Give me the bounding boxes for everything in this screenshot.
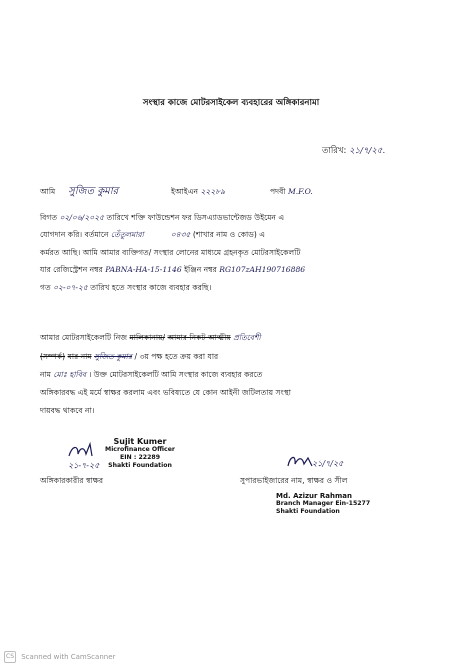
branch-name-value: তেঁতুলমারা — [110, 230, 144, 239]
join-date-value: ০২/০৬/২০২৫ — [59, 213, 105, 222]
para2-line-2 — [40, 348, 218, 366]
scanner-text: Scanned with CamScanner — [21, 653, 116, 661]
right-stamp — [276, 492, 376, 516]
date-value: ২১/৭/২৫. — [349, 146, 386, 156]
right-stamp-name: Md. Azizur Rahman — [276, 492, 353, 500]
engine-label: ইঞ্জিন নম্বর — [184, 265, 217, 274]
reg-value: PABNA-HA-15-1146 — [105, 265, 182, 274]
branch-code-value: ০৪৩৫ — [170, 230, 191, 239]
reg-label: যার রেজিস্ট্রেশন নম্বর — [40, 265, 103, 274]
name-value: সুজিত কুমার — [68, 186, 119, 197]
ein-label: ইআইএন — [170, 187, 199, 196]
camscanner-logo-icon: CS — [4, 651, 16, 663]
right-signature-caption: সুপারভাইজারের নাম, স্বাক্ষর ও সীল — [240, 476, 348, 485]
relation-label: (সম্পর্ক) — [40, 352, 66, 361]
name-label: আমি — [40, 187, 56, 196]
line-6 — [40, 279, 211, 297]
designation-value: M.F.O. — [287, 187, 313, 196]
struck-name-label: যার নাম — [67, 352, 92, 361]
date-label: তারিখ: — [322, 146, 347, 156]
employed-text: কর্মরত আছি। আমি আমার ব্যক্তিগত/ সংস্থার লোনের মাধ্যমে গ্রহনকৃত মোটরসাইকেলটি — [40, 248, 301, 257]
relation-value: প্রতিবেশী — [233, 333, 261, 342]
line-4 — [40, 244, 300, 262]
from-prefix: গত — [40, 283, 51, 292]
struck-ownership: মালিকানায়/ — [129, 333, 166, 342]
para2-line-1 — [40, 329, 261, 347]
para2-line-4 — [40, 384, 291, 402]
right-stamp-title: Branch Manager Ein-15277 — [276, 500, 371, 507]
scanner-footer — [4, 651, 115, 663]
line-1 — [40, 183, 313, 201]
left-stamp-org: Shakti Foundation — [108, 462, 172, 469]
from-date-value: ০২-০৭-২৫ — [53, 283, 88, 292]
liability-text: দায়বদ্ধ থাকবে না। — [40, 406, 95, 415]
seller-label: নাম — [40, 370, 51, 379]
branch-suffix: (শাখার নাম ও কোড) এ — [192, 230, 266, 239]
ownership-text: আমার মোটরসাইকেলটি নিজ — [40, 333, 128, 342]
document-title: সংস্থার কাজে মোটরসাইকেল ব্যবহারের অঙ্গিকারনামা — [142, 98, 320, 108]
line-5 — [40, 261, 305, 279]
struck-relative: আমার নিকট আত্মীয় — [167, 333, 231, 342]
para2-line-5 — [40, 402, 94, 420]
line-3 — [40, 226, 265, 244]
left-signature-caption: অঙ্গিকারকারীর স্বাক্ষর — [40, 476, 104, 485]
owner-name-value: সুজিত কুমার — [94, 352, 133, 361]
designation-label: পদবী — [270, 187, 286, 196]
line-2 — [40, 209, 284, 227]
date-row — [322, 144, 385, 158]
engine-value: RG107zAH190716886 — [219, 265, 306, 274]
join-text: তারিখে শক্তি ফাউন্ডেশন ফর ডিসএ্যাডভান্টেজড উইমেন এ — [106, 213, 285, 222]
current-text: যোগদান করি। বর্তমানে — [40, 230, 109, 239]
right-signature-date: ২১/৭/২৫ — [312, 459, 344, 468]
seller-name-value: মোঃ হাবিব — [53, 370, 87, 379]
from-text: তারিখ হতে সংস্থার কাজে ব্যবহার করছি। — [90, 283, 212, 292]
right-stamp-org: Shakti Foundation — [276, 508, 340, 515]
pledge-text: অঙ্গিকারবদ্ধ এই মর্মে স্বাক্ষর করলাম এবং ভবিষ্যতে যে কোন আইনী জটিলতায় সংস্থা — [40, 388, 291, 397]
left-stamp — [90, 438, 190, 470]
left-stamp-ein: EIN : 22289 — [119, 454, 161, 461]
para2-line-3 — [40, 366, 262, 384]
left-signature-date: ২১-৭-২৫ — [68, 461, 100, 470]
ein-value: ২২২৮৯ — [200, 187, 226, 196]
third-party-text: / ৩য় পক্ষ হতে ক্রয় করা যার — [134, 352, 219, 361]
usage-text: । উক্ত মোটরসাইকেলটি আমি সংস্থার কাজে ব্যবহার করতে — [88, 370, 263, 379]
left-stamp-title: Microfinance Officer — [105, 446, 175, 453]
join-prefix: বিগত — [40, 213, 58, 222]
left-stamp-name: Sujit Kumer — [113, 437, 167, 446]
